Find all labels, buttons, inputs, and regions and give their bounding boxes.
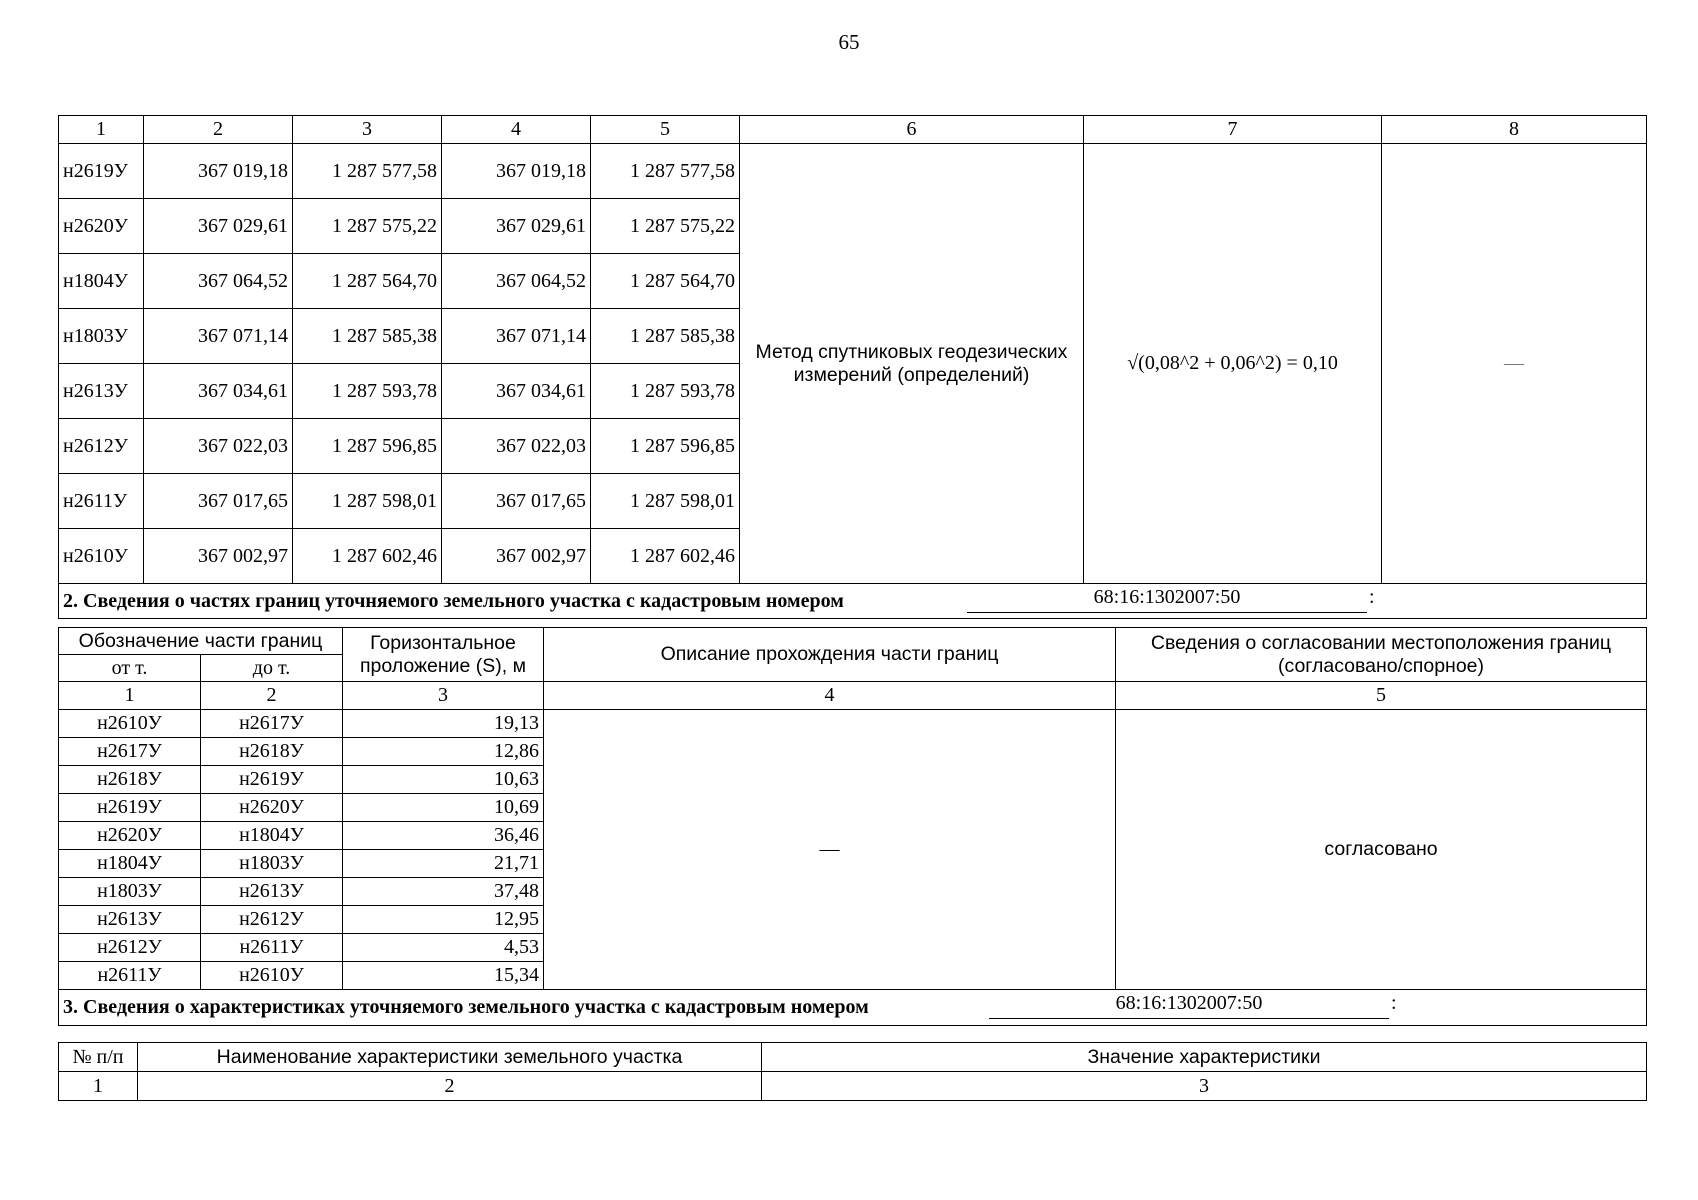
description-value: — xyxy=(544,710,1116,990)
distance-value: 37,48 xyxy=(343,878,544,906)
number-header: № п/п xyxy=(59,1043,138,1072)
from-point: н1803У xyxy=(59,878,201,906)
to-point: н2610У xyxy=(201,962,343,990)
cell-x: 367 034,61 xyxy=(144,364,293,419)
cell-x: 367 019,18 xyxy=(144,144,293,199)
cell-x-new: 367 064,52 xyxy=(442,254,591,309)
col-header-6: 6 xyxy=(740,116,1084,144)
to-point: н2620У xyxy=(201,794,343,822)
cell-y-new: 1 287 564,70 xyxy=(591,254,740,309)
distance-value: 21,71 xyxy=(343,850,544,878)
from-point: н2619У xyxy=(59,794,201,822)
cell-x-new: 367 002,97 xyxy=(442,529,591,584)
col-number-4: 4 xyxy=(544,682,1116,710)
cell-y-new: 1 287 602,46 xyxy=(591,529,740,584)
cell-y-new: 1 287 596,85 xyxy=(591,419,740,474)
point-id: н1803У xyxy=(59,309,144,364)
col-header-7: 7 xyxy=(1084,116,1382,144)
to-point: н2611У xyxy=(201,934,343,962)
section-3-colon: : xyxy=(1391,992,1397,1014)
coordinates-table xyxy=(58,115,1647,619)
cell-x: 367 064,52 xyxy=(144,254,293,309)
col-number-3: 3 xyxy=(762,1072,1647,1101)
point-id: н1804У xyxy=(59,254,144,309)
col-number-5: 5 xyxy=(1116,682,1647,710)
distance-value: 19,13 xyxy=(343,710,544,738)
col-number-row xyxy=(59,682,1647,710)
cell-x: 367 002,97 xyxy=(144,529,293,584)
cell-y: 1 287 585,38 xyxy=(293,309,442,364)
col-number-1: 1 xyxy=(59,682,201,710)
point-id: н2610У xyxy=(59,529,144,584)
distance-value: 10,69 xyxy=(343,794,544,822)
cell-x: 367 017,65 xyxy=(144,474,293,529)
section-2-header xyxy=(59,584,1647,619)
cell-x: 367 022,03 xyxy=(144,419,293,474)
from-point: н1804У xyxy=(59,850,201,878)
cell-y: 1 287 564,70 xyxy=(293,254,442,309)
cell-x-new: 367 071,14 xyxy=(442,309,591,364)
cell-x-new: 367 034,61 xyxy=(442,364,591,419)
agreement-header: Сведения о согласовании местоположения границ (согласовано/спорное) xyxy=(1116,628,1647,682)
col-number-2: 2 xyxy=(138,1072,762,1101)
cell-y-new: 1 287 593,78 xyxy=(591,364,740,419)
from-point: н2613У xyxy=(59,906,201,934)
from-point: н2620У xyxy=(59,822,201,850)
point-id: н2620У xyxy=(59,199,144,254)
distance-value: 15,34 xyxy=(343,962,544,990)
agreement-value: согласовано xyxy=(1116,710,1647,990)
section-3-title-cell xyxy=(59,990,1647,1026)
distance-header: Горизонтальное проложение (S), м xyxy=(343,628,544,682)
table-row xyxy=(59,144,1647,199)
characteristic-value-header: Значение характеристики xyxy=(762,1043,1647,1072)
cell-y: 1 287 593,78 xyxy=(293,364,442,419)
cell-x-new: 367 017,65 xyxy=(442,474,591,529)
col-header-5: 5 xyxy=(591,116,740,144)
section-3-header xyxy=(59,990,1647,1026)
distance-value: 12,86 xyxy=(343,738,544,766)
col-header-8: 8 xyxy=(1382,116,1647,144)
header-row xyxy=(59,1043,1647,1072)
from-point: н2617У xyxy=(59,738,201,766)
page-number: 65 xyxy=(838,30,860,54)
distance-value: 12,95 xyxy=(343,906,544,934)
to-point: н2613У xyxy=(201,878,343,906)
section-2-cadastral-number: 68:16:1302007:50 xyxy=(967,586,1367,613)
boundary-parts-table xyxy=(58,627,1647,1026)
description-header: Описание прохождения части границ xyxy=(544,628,1116,682)
cell-y-new: 1 287 585,38 xyxy=(591,309,740,364)
cell-y: 1 287 602,46 xyxy=(293,529,442,584)
cell-y-new: 1 287 577,58 xyxy=(591,144,740,199)
part-designation-header: Обозначение части границ xyxy=(59,628,343,655)
point-id: н2611У xyxy=(59,474,144,529)
point-id: н2619У xyxy=(59,144,144,199)
cell-x-new: 367 022,03 xyxy=(442,419,591,474)
section-3-cadastral-number: 68:16:1302007:50 xyxy=(989,992,1389,1019)
col-header-3: 3 xyxy=(293,116,442,144)
characteristic-name-header: Наименование характеристики земельного участка xyxy=(138,1043,762,1072)
distance-value: 10,63 xyxy=(343,766,544,794)
section-2-colon: : xyxy=(1369,586,1375,608)
header-row xyxy=(59,116,1647,144)
cell-x: 367 029,61 xyxy=(144,199,293,254)
cell-y: 1 287 577,58 xyxy=(293,144,442,199)
table-row xyxy=(59,710,1647,738)
header-row xyxy=(59,628,1647,655)
cell-y-new: 1 287 598,01 xyxy=(591,474,740,529)
from-header: от т. xyxy=(59,655,201,682)
to-point: н2617У xyxy=(201,710,343,738)
col-number-2: 2 xyxy=(201,682,343,710)
cell-x-new: 367 029,61 xyxy=(442,199,591,254)
section-2-title-cell xyxy=(59,584,1647,619)
col-header-2: 2 xyxy=(144,116,293,144)
point-id: н2613У xyxy=(59,364,144,419)
col8-dash: — xyxy=(1382,144,1647,584)
cell-y: 1 287 598,01 xyxy=(293,474,442,529)
distance-value: 36,46 xyxy=(343,822,544,850)
to-point: н2612У xyxy=(201,906,343,934)
col-number-row xyxy=(59,1072,1647,1101)
to-point: н1804У xyxy=(201,822,343,850)
from-point: н2611У xyxy=(59,962,201,990)
accuracy-formula: √(0,08^2 + 0,06^2) = 0,10 xyxy=(1084,144,1382,584)
col-number-1: 1 xyxy=(59,1072,138,1101)
from-point: н2618У xyxy=(59,766,201,794)
cell-y-new: 1 287 575,22 xyxy=(591,199,740,254)
col-header-1: 1 xyxy=(59,116,144,144)
cell-x: 367 071,14 xyxy=(144,309,293,364)
from-point: н2612У xyxy=(59,934,201,962)
method-cell: Метод спутниковых геодезических измерений (определений) xyxy=(740,144,1084,584)
section-3-title: 3. Сведения о характеристиках уточняемого земельного участка с кадастровым номером xyxy=(63,996,869,1018)
to-point: н1803У xyxy=(201,850,343,878)
to-header: до т. xyxy=(201,655,343,682)
col-header-4: 4 xyxy=(442,116,591,144)
distance-value: 4,53 xyxy=(343,934,544,962)
to-point: н2618У xyxy=(201,738,343,766)
cell-y: 1 287 575,22 xyxy=(293,199,442,254)
col-number-3: 3 xyxy=(343,682,544,710)
cell-y: 1 287 596,85 xyxy=(293,419,442,474)
to-point: н2619У xyxy=(201,766,343,794)
from-point: н2610У xyxy=(59,710,201,738)
section-2-title: 2. Сведения о частях границ уточняемого земельного участка с кадастровым номером xyxy=(63,589,844,612)
point-id: н2612У xyxy=(59,419,144,474)
cell-x-new: 367 019,18 xyxy=(442,144,591,199)
characteristics-table xyxy=(58,1042,1647,1101)
